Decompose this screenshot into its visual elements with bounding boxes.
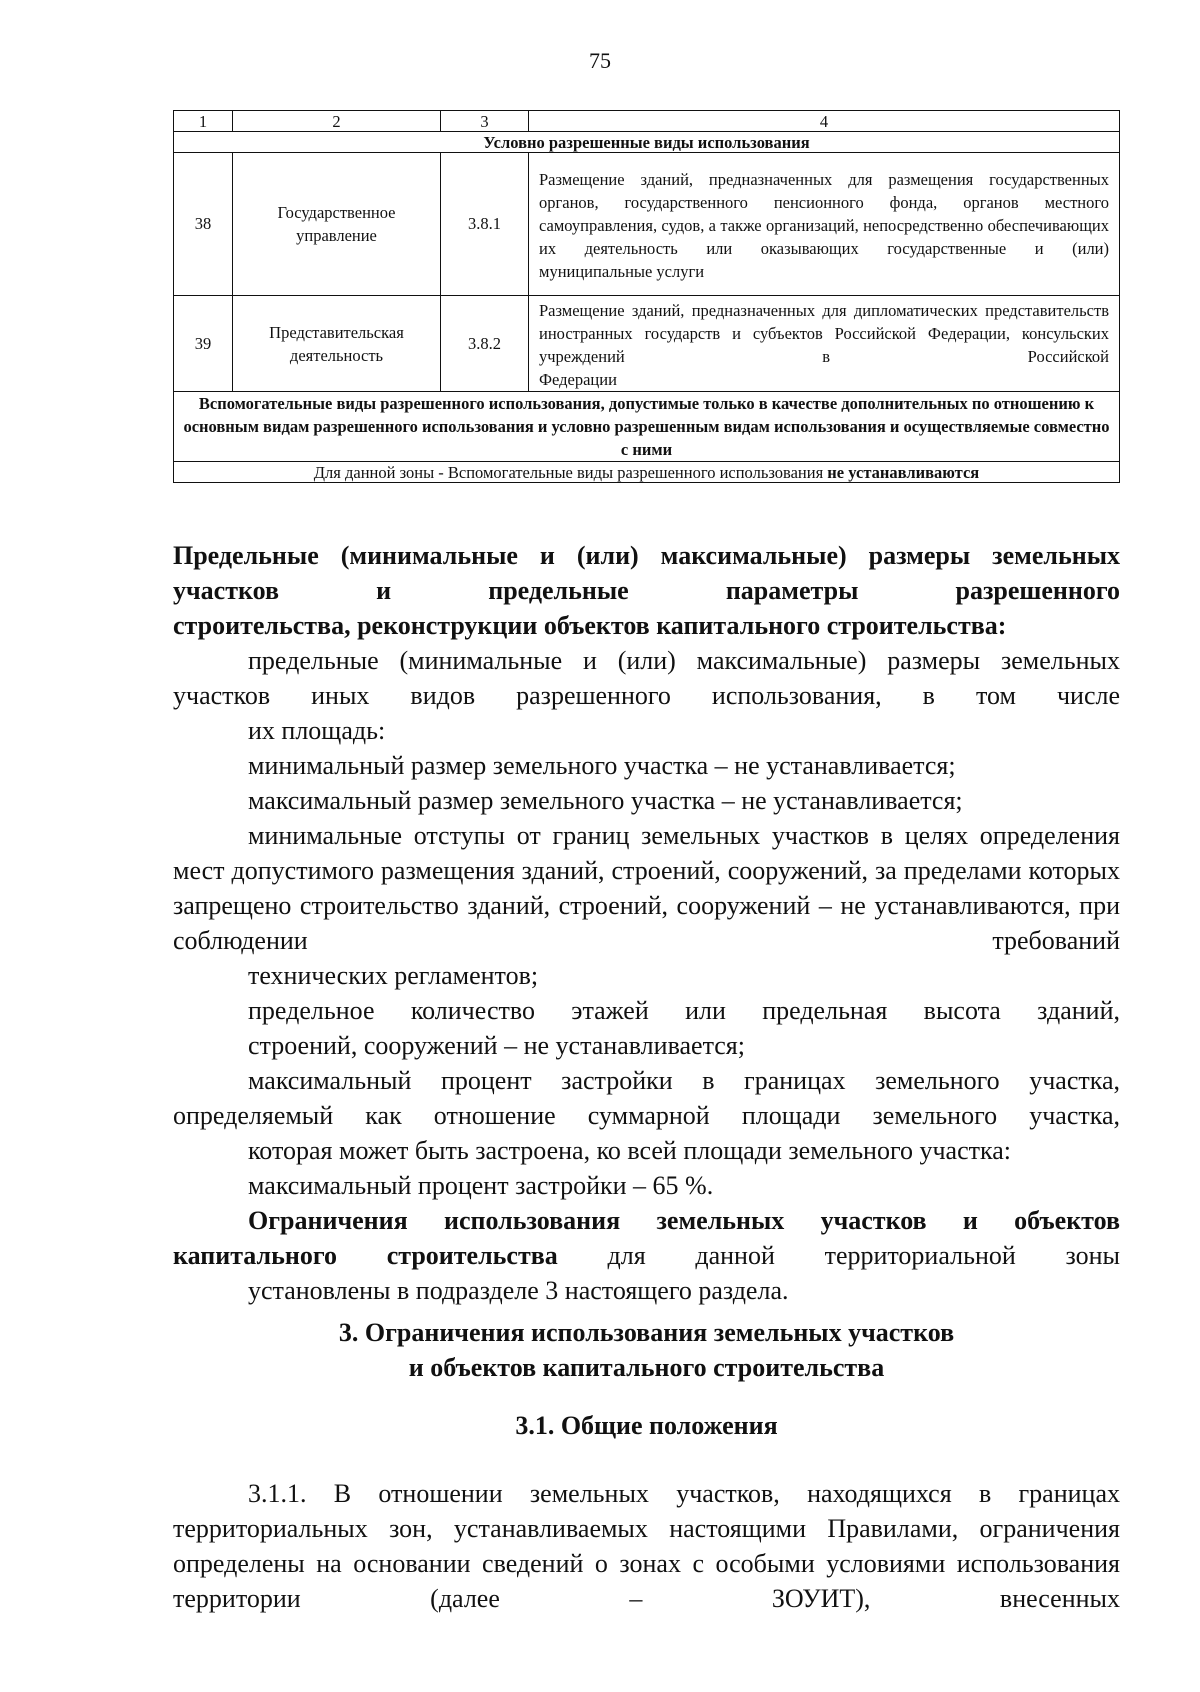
paragraph: 3.1.1. В отношении земельных участков, находящихся в границах территориальных зон, устанавливаемых настоящими Правилами, ограничения определены на основании сведений о зонах с особыми условиями использования территории (далее – ЗОУИТ), внесенных xyxy=(173,1479,1120,1613)
section-3-heading xyxy=(173,1315,1120,1385)
general-provisions-text xyxy=(173,1476,1120,1616)
limits-heading: Предельные (минимальные и (или) максимальные) размеры земельных участков и предельные параметры разрешенного строительства, реконструкции объектов капитального строительства: xyxy=(173,541,1120,640)
subsection-heading xyxy=(173,1408,1120,1443)
use-type-name: Представительская деятельность xyxy=(233,296,441,392)
restrictions-paragraph: Ограничения использования земельных участков и объектов капитального строительства для данной территориальной зоны установлены в подразделе 3 настоящего раздела. xyxy=(173,1206,1120,1305)
row-number: 38 xyxy=(174,153,233,296)
column-header: 3 xyxy=(441,111,529,132)
land-use-table xyxy=(173,110,1120,483)
column-header: 1 xyxy=(174,111,233,132)
note-cell: Для данной зоны - Вспомогательные виды разрешенного использования не устанавливаются xyxy=(174,462,1120,483)
use-type-code: 3.8.1 xyxy=(441,153,529,296)
body-text xyxy=(173,538,1120,1308)
use-type-name: Государственное управление xyxy=(233,153,441,296)
table-row xyxy=(174,153,1120,296)
column-header: 2 xyxy=(233,111,441,132)
table-section-row xyxy=(174,132,1120,153)
paragraph: предельные (минимальные и (или) максимальные) размеры земельных участков иных видов разрешенного использования, в том числе их площадь: xyxy=(173,646,1120,745)
subsection-title: 3.1. Общие положения xyxy=(515,1411,778,1440)
paragraph: минимальный размер земельного участка – не устанавливается; xyxy=(248,751,956,780)
use-type-code: 3.8.2 xyxy=(441,296,529,392)
section-title-line: 3. Ограничения использования земельных участков xyxy=(338,1318,955,1347)
paragraph: максимальный процент застройки – 65 %. xyxy=(248,1171,714,1200)
paragraph: максимальный процент застройки в границах земельного участка, определяемый как отношение суммарной площади земельного участка, которая может быть застроена, ко всей площади земельного участка: xyxy=(173,1066,1120,1165)
section-title: Условно разрешенные виды использования xyxy=(174,132,1120,153)
aux-section-row xyxy=(174,392,1120,462)
paragraph: предельное количество этажей или предельная высота зданий, строений, сооружений – не устанавливается; xyxy=(248,996,1120,1060)
paragraph: минимальные отступы от границ земельных участков в целях определения мест допустимого размещения зданий, строений, сооружений, за пределами которых запрещено строительство зданий, строений, сооружений – не устанавливаются, при соблюдении требований технических регламентов; xyxy=(173,821,1120,990)
section-title-line: и объектов капитального строительства xyxy=(408,1353,885,1382)
paragraph: максимальный размер земельного участка – не устанавливается; xyxy=(248,786,963,815)
table-row xyxy=(174,296,1120,392)
column-header: 4 xyxy=(529,111,1120,132)
table-header-row xyxy=(174,111,1120,132)
note-row xyxy=(174,462,1120,483)
row-number: 39 xyxy=(174,296,233,392)
aux-section-title: Вспомогательные виды разрешенного использования, допустимые только в качестве дополнительных по отношению к основным видам разрешенного использования и условно разрешенным видам использования и осуществляемые совместно с ними xyxy=(174,392,1120,462)
use-type-description: Размещение зданий, предназначенных для дипломатических представительств иностранных государств и субъектов Российской Федерации, консульских учреждений в Российской Федерации xyxy=(529,296,1120,392)
use-type-description: Размещение зданий, предназначенных для размещения государственных органов, государственного пенсионного фонда, органов местного самоуправления, судов, а также организаций, непосредственно обеспечивающих их деятельность или оказывающих государственные и (или) муниципальные услуги xyxy=(529,153,1120,296)
page-number: 75 xyxy=(589,48,611,73)
